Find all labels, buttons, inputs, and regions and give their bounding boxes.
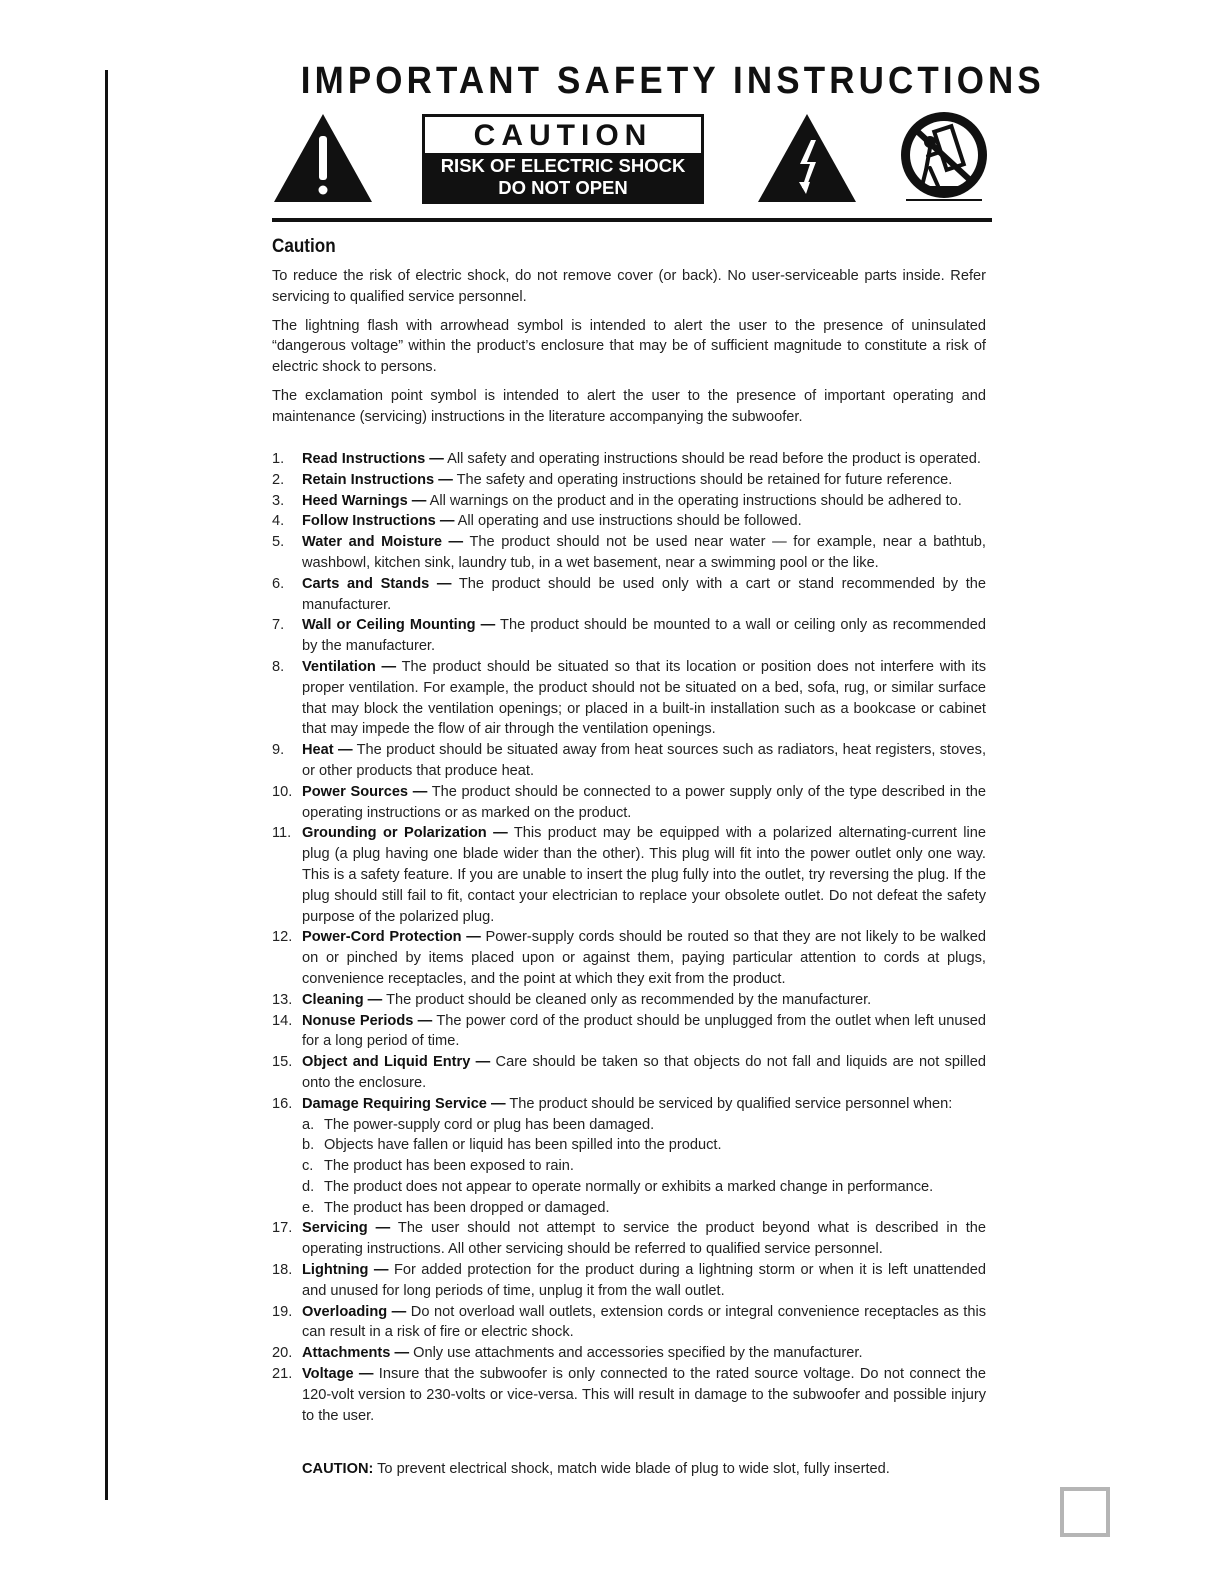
exclamation-triangle-icon — [272, 112, 374, 204]
sub-item-text: The product has been exposed to rain. — [324, 1158, 574, 1175]
safety-instructions-list — [272, 449, 986, 1426]
item-title: Wall or Ceiling Mounting — — [302, 617, 496, 634]
item-number: 8. — [272, 658, 285, 675]
item-title: Water and Moisture — — [302, 534, 464, 551]
list-item — [272, 1011, 986, 1053]
caution-label-box — [422, 114, 704, 204]
item-text: The product should be serviced by qualified service personnel when: — [505, 1095, 953, 1112]
item-text: This product may be equipped with a polarized alternating-current line plug (a plug having one blade wider than the other). This plug will fit into the power outlet only one way. This is a safety feature. If you are unable to insert the plug fully into the outlet, try reversing the plug. If the plug should still fail to fit, contact your electrician to replace your obsolete outlet. Do not defeat the safety purpose of the polarized plug. — [302, 825, 986, 925]
damage-sublist — [302, 1115, 986, 1219]
item-number: 17. — [272, 1220, 293, 1237]
item-text: The product should be mounted to a wall or ceiling only as recommended by the manufacturer. — [302, 617, 987, 655]
sub-list-item — [302, 1156, 986, 1177]
item-text: For added protection for the product during a lightning storm or when it is left unattended and unused for long periods of time, unplug it from the wall outlet. — [302, 1262, 986, 1299]
item-number: 21. — [272, 1366, 293, 1383]
item-title: Carts and Stands — — [302, 575, 452, 592]
item-title: Heed Warnings — — [302, 492, 427, 509]
item-number: 10. — [272, 783, 293, 800]
intro-paragraph: The exclamation point symbol is intended to alert the user to the presence of important operating and maintenance (servicing) instructions in the literature accompanying the subwoofer. — [272, 387, 986, 425]
item-title: Ventilation — — [302, 658, 397, 675]
list-item — [272, 990, 986, 1011]
final-caution — [302, 1459, 992, 1480]
item-title: Power-Cord Protection — — [302, 929, 481, 946]
item-text: The product should be situated away from heat sources such as radiators, heat registers, stoves, or other products that produce heat. — [302, 742, 986, 779]
item-title: Heat — — [302, 742, 353, 759]
item-text: The power cord of the product should be unplugged from the outlet when left unused for a long period of time. — [302, 1012, 987, 1050]
item-title: Attachments — — [302, 1345, 410, 1362]
item-number: 18. — [272, 1262, 293, 1279]
item-text: Only use attachments and accessories specified by the manufacturer. — [409, 1345, 863, 1362]
item-number: 19. — [272, 1303, 293, 1320]
item-title: Servicing — — [302, 1220, 391, 1237]
sub-item-text: The power-supply cord or plug has been damaged. — [324, 1116, 655, 1133]
item-number: 7. — [272, 617, 285, 634]
item-number: 4. — [272, 513, 285, 530]
item-title: Overloading — — [302, 1303, 407, 1320]
item-text: All warnings on the product and in the operating instructions should be adhered to. — [426, 492, 962, 509]
list-item — [272, 574, 986, 616]
list-item — [272, 1218, 986, 1260]
list-item — [272, 1364, 986, 1426]
item-text: The safety and operating instructions should be retained for future reference. — [452, 471, 953, 488]
item-text: Insure that the subwoofer is only connected to the rated source voltage. Do not connect the 120-volt version to 230-volts or vice-versa. This will result in damage to the subwoofer and possible injury to the user. — [302, 1366, 986, 1424]
intro-paragraph: To reduce the risk of electric shock, do not remove cover (or back). No user-serviceable parts inside. Refer servicing to qualified service personnel. — [272, 268, 986, 305]
item-text: Power-supply cords should be routed so that they are not likely to be walked on or pinched by items placed upon or against them, paying particular attention to cords at plugs, convenience receptacles, and the point at which they exit from the product. — [302, 929, 987, 987]
list-item — [272, 491, 986, 512]
item-title: Nonuse Periods — — [302, 1012, 433, 1029]
sub-item-text: The product does not appear to operate normally or exhibits a marked change in performance. — [324, 1178, 934, 1195]
list-item — [272, 449, 986, 470]
item-number: 2. — [272, 471, 285, 488]
intro-paragraphs — [272, 266, 986, 436]
sub-item-text: The product has been dropped or damaged. — [324, 1199, 610, 1216]
page-title: IMPORTANT SAFETY INSTRUCTIONS — [300, 60, 1045, 102]
item-title: Power Sources — — [302, 783, 428, 800]
list-item — [272, 782, 986, 824]
sub-item-letter: d. — [302, 1178, 315, 1195]
sub-list-item — [302, 1135, 986, 1156]
sub-item-text: Objects have fallen or liquid has been spilled into the product. — [324, 1137, 722, 1154]
list-item — [272, 1052, 986, 1094]
sub-item-letter: e. — [302, 1199, 315, 1216]
caution-box-warning — [425, 153, 701, 201]
page-corner-box — [1060, 1487, 1110, 1537]
item-number: 1. — [272, 451, 285, 467]
item-title: Retain Instructions — — [302, 471, 453, 488]
item-text: All safety and operating instructions should be read before the product is operated. — [443, 451, 981, 467]
item-number: 13. — [272, 991, 293, 1008]
section-divider — [272, 218, 992, 222]
item-number: 20. — [272, 1345, 293, 1362]
item-number: 12. — [272, 929, 293, 946]
caution-box-heading: CAUTION — [473, 119, 653, 152]
item-text: Care should be taken so that objects do not fall and liquids are not spilled onto the enclosure. — [302, 1054, 986, 1091]
sub-item-letter: a. — [302, 1116, 315, 1133]
list-item — [272, 740, 986, 782]
caution-heading: Caution — [272, 236, 336, 257]
list-item — [272, 470, 986, 491]
item-text: All operating and use instructions should be followed. — [454, 513, 802, 530]
item-text: The product should be connected to a power supply only of the type described in the operating instructions or as marked on the product. — [302, 783, 986, 821]
intro-paragraph: The lightning flash with arrowhead symbol is intended to alert the user to the presence of uninsulated “dangerous voltage” within the product’s enclosure that may be of sufficient magnitude to constitute a risk of electric shock to persons. — [272, 317, 986, 376]
caution-box-line2: DO NOT OPEN — [498, 177, 628, 198]
item-title: Lightning — — [302, 1262, 389, 1279]
item-text: The user should not attempt to service the product beyond what is described in the operating instructions. All other servicing should be referred to qualified service personnel. — [302, 1220, 986, 1258]
final-caution-text: To prevent electrical shock, match wide blade of plug to wide slot, fully inserted. — [373, 1461, 890, 1477]
item-number: 16. — [272, 1095, 293, 1112]
item-number: 15. — [272, 1054, 293, 1071]
sub-item-letter: c. — [302, 1158, 314, 1175]
list-item — [272, 511, 986, 532]
item-text: The product should be used only with a cart or stand recommended by the manufacturer. — [302, 575, 986, 613]
item-title: Damage Requiring Service — — [302, 1095, 506, 1112]
item-number: 5. — [272, 534, 285, 551]
item-number: 6. — [272, 575, 285, 592]
sub-list-item — [302, 1198, 986, 1219]
item-text: The product should be cleaned only as recommended by the manufacturer. — [382, 991, 872, 1008]
item-number: 9. — [272, 742, 285, 759]
cart-tipover-warning-icon — [896, 108, 992, 204]
sub-list-item — [302, 1177, 986, 1198]
list-item — [272, 927, 986, 989]
list-item — [272, 1343, 986, 1364]
sub-list-item — [302, 1115, 986, 1136]
sub-item-letter: b. — [302, 1137, 315, 1154]
item-title: Follow Instructions — — [302, 513, 455, 530]
list-item — [272, 615, 986, 657]
list-item — [272, 1260, 986, 1302]
left-margin-rule — [105, 70, 108, 1500]
item-title: Cleaning — — [302, 991, 383, 1008]
item-number: 14. — [272, 1012, 293, 1029]
list-item — [272, 1094, 986, 1219]
list-item — [272, 823, 986, 927]
list-item — [272, 1302, 986, 1344]
item-title: Grounding or Polarization — — [302, 825, 508, 842]
item-number: 3. — [272, 492, 285, 509]
lightning-triangle-icon — [756, 112, 858, 204]
item-title: Voltage — — [302, 1366, 374, 1383]
caution-box-line1: RISK OF ELECTRIC SHOCK — [440, 155, 686, 176]
list-item — [272, 657, 986, 740]
item-text: Do not overload wall outlets, extension cords or integral convenience receptacles as this can result in a risk of fire or electric shock. — [302, 1303, 987, 1341]
item-text: The product should be situated so that its location or position does not interfere with its proper ventilation. For example, the product should not be situated on a bed, sofa, rug, or similar surface that may block the ventilation openings; or placed in a built-in installation such as a bookcase or cabinet that may impede the flow of air through the ventilation openings. — [302, 658, 987, 738]
item-title: Object and Liquid Entry — — [302, 1054, 491, 1071]
final-caution-label: CAUTION: — [302, 1461, 374, 1477]
item-number: 11. — [272, 825, 292, 842]
warning-icons-row — [272, 110, 990, 210]
item-text: The product should not be used near water — for example, near a bathtub, washbowl, kitchen sink, laundry tub, in a wet basement, near a swimming pool or the like. — [302, 534, 986, 571]
item-title: Read Instructions — — [302, 451, 444, 467]
list-item — [272, 532, 986, 574]
